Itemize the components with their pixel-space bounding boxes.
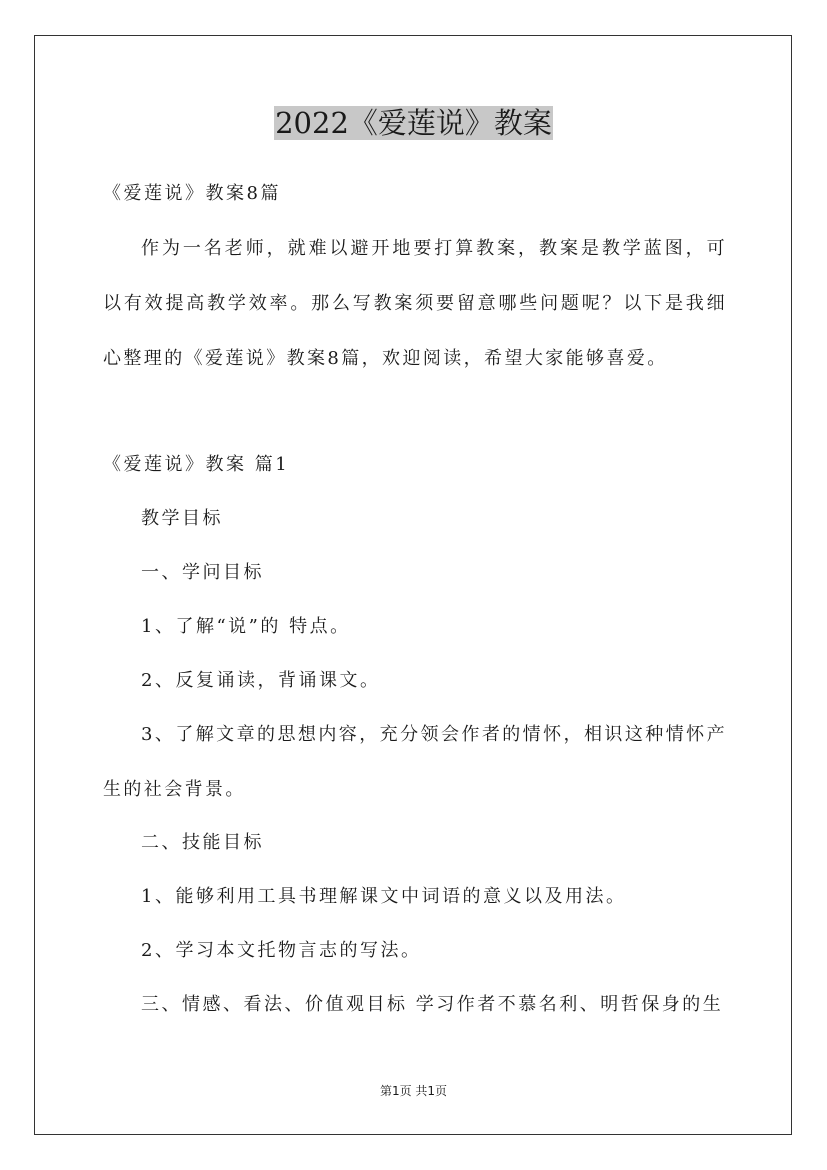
- skill-item-2: 2、学习本文托物言志的写法。: [141, 940, 422, 961]
- teaching-goals-heading: 教学目标: [141, 508, 223, 529]
- knowledge-goals-heading: 一、学问目标: [141, 562, 264, 583]
- skill-goals-heading: 二、技能目标: [141, 832, 264, 853]
- knowledge-item-2: 2、反复诵读，背诵课文。: [141, 670, 381, 691]
- intro-paragraph: 作为一名老师，就难以避开地要打算教案，教案是教学蓝图，可以有效提高教学效率。那么写教案须要留意哪些问题呢？以下是我细心整理的《爱莲说》教案8篇，欢迎阅读，希望大家能够喜爱。: [103, 238, 727, 369]
- skill-item-1: 1、能够利用工具书理解课文中词语的意义以及用法。: [141, 886, 627, 907]
- document-title: [0, 103, 827, 143]
- knowledge-item-1: 1、了解“说”的 特点。: [141, 616, 351, 637]
- knowledge-item-3: 3、了解文章的思想内容，充分领会作者的情怀，相识这种情怀产生的社会背景。: [103, 724, 727, 800]
- document-subtitle: 《爱莲说》教案8篇: [103, 183, 281, 204]
- page-number-footer: 第1页 共1页: [379, 1084, 448, 1098]
- emotion-goals-line: 三、情感、看法、价值观目标 学习作者不慕名利、明哲保身的生: [141, 994, 724, 1015]
- document-title-text: 2022《爱莲说》教案: [275, 106, 552, 140]
- section-heading: 《爱莲说》教案 篇1: [103, 454, 290, 475]
